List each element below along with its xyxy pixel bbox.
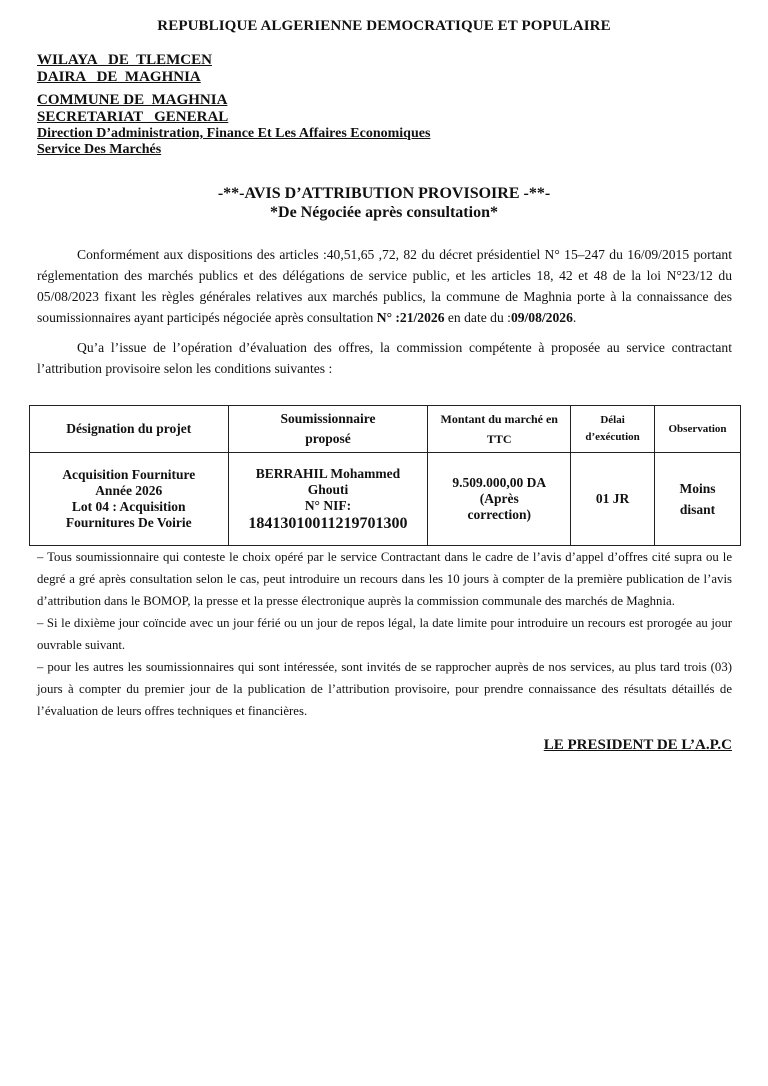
- project-line4: Fournitures De Voirie: [65, 515, 192, 530]
- attribution-table: [29, 405, 741, 546]
- note-item: – pour les autres les soumissionnaires qui sont intéressée, sont invités de se rapprocher auprès de nos services, au plus tard trois (03) jours à compter du premier jour de la publication de l’attribution provisoire, pour prendre connaissance des résultats détaillés de l’évaluation de leurs offres techniques et financières.: [37, 660, 732, 718]
- paragraph-legal-basis: [37, 244, 732, 328]
- paragraph1-text: Conformément aux dispositions des articles :40,51,65 ,72, 82 du décret présidentiel N° 15–247 du 16/09/2015 portant réglementation des marchés publics et des délégations de service public, et les articles 18, 42 et 48 de la loi N°23/12 du 05/08/2023 fixant les règles générales relatives aux marchés publics, la commune de Maghnia porte à la connaissance des soumissionnaires ayant participés négociée après consultation: [37, 247, 732, 325]
- notice-titles: [0, 184, 768, 222]
- bidder-line2: Ghouti: [307, 482, 349, 497]
- observation-line2: disant: [679, 502, 716, 517]
- bidder-line1: BERRAHIL Mohammed: [255, 466, 401, 481]
- wilaya-line: WILAYA DE TLEMCEN: [37, 52, 212, 68]
- note-item: – Tous soumissionnaire qui conteste le choix opéré par le service Contractant dans le cadre de l’avis d’appel d’offres cité supra ou le degré a gré après consultation selon le cas, peut introduire un recours dans les 10 jours à compter de la première publication de l’avis d’attribution dans le BOMOP, la presse et la presse électronique auprès la commission communale des marchés de Maghnia.: [37, 550, 732, 608]
- project-line3: Lot 04 : Acquisition: [71, 499, 186, 514]
- notice-subtitle: *De Négociée après consultation*: [270, 204, 498, 221]
- amount-note-line1: (Après: [479, 491, 519, 506]
- header-bidder-line1: Soumissionnaire: [280, 411, 376, 426]
- cell-bidder: [228, 453, 428, 546]
- paragraph-evaluation: Qu’a l’issue de l’opération d’évaluation des offres, la commission compétente à proposée au service contractant l’attribution provisoire selon les conditions suivantes :: [37, 340, 732, 376]
- direction-line: Direction D’administration, Finance Et Les Affaires Economiques: [37, 126, 431, 141]
- consultation-number: N° :21/2026: [376, 310, 445, 325]
- header-amount: [428, 406, 571, 453]
- header-bidder-line2: proposé: [305, 431, 351, 446]
- notice-title: -**-AVIS D’ATTRIBUTION PROVISOIRE -**-: [217, 185, 551, 202]
- table-row: [30, 453, 741, 546]
- paragraph1-end: .: [572, 310, 577, 325]
- daira-line: DAIRA DE MAGHNIA: [37, 69, 201, 85]
- header-observation: Observation: [655, 406, 741, 453]
- table-header-row: [30, 406, 741, 453]
- republic-heading: REPUBLIQUE ALGERIENNE DEMOCRATIQUE ET POPULAIRE: [157, 18, 611, 34]
- signature-line: LE PRESIDENT DE L’A.P.C: [543, 737, 732, 753]
- header-designation: Désignation du projet: [30, 406, 229, 453]
- observation-line1: Moins: [679, 481, 716, 496]
- header-bidder: [228, 406, 428, 453]
- cell-delay: 01 JR: [571, 453, 655, 546]
- header-amount-line2: TTC: [486, 432, 512, 446]
- header-delay-line2: d’exécution: [585, 431, 640, 443]
- amount-note-line2: correction): [467, 507, 531, 522]
- cell-observation: [655, 453, 741, 546]
- paragraph1-date-prefix: en date du :: [444, 310, 511, 325]
- project-line1: Acquisition Fourniture: [62, 467, 196, 482]
- header-delay: [571, 406, 655, 453]
- commune-line: COMMUNE DE MAGHNIA: [37, 92, 228, 108]
- nif-number: 18413010011219701300: [248, 515, 408, 532]
- issuer-header: [37, 52, 430, 158]
- cell-amount: [428, 453, 571, 546]
- amount-value: 9.509.000,00 DA: [452, 475, 547, 490]
- header-delay-line1: Délai: [600, 414, 625, 426]
- appeal-notes: [37, 546, 732, 722]
- consultation-date: 09/08/2026: [510, 310, 573, 325]
- secretariat-line: SECRETARIAT GENERAL: [37, 109, 229, 125]
- service-line: Service Des Marchés: [37, 142, 162, 157]
- nif-label: N° NIF:: [304, 498, 352, 513]
- project-line2: Année 2026: [95, 483, 163, 498]
- header-amount-line1: Montant du marché en: [440, 412, 558, 426]
- cell-project: [30, 453, 229, 546]
- note-item: – Si le dixième jour coïncide avec un jour férié ou un jour de repos légal, la date limite pour introduire un recours est prorogée au jour ouvrable suivant.: [37, 616, 732, 652]
